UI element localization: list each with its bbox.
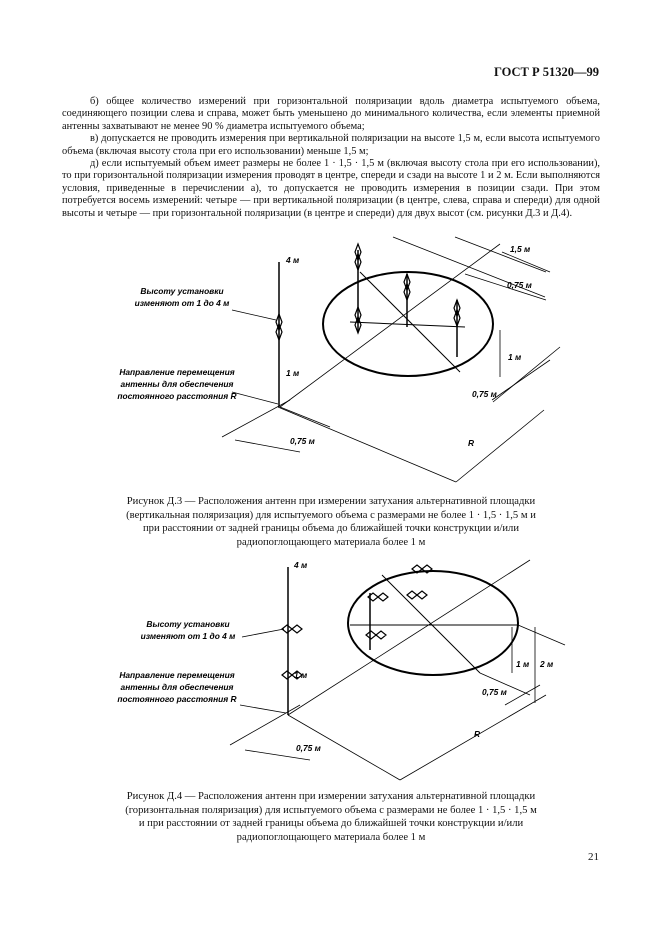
body-text (62, 96, 600, 220)
dim-line (465, 274, 546, 300)
direction-note-line2: антенны для обеспечения (120, 682, 234, 692)
figure-d4-drawing (60, 555, 605, 790)
dim-line (222, 400, 290, 437)
axis-line (280, 244, 500, 407)
paragraph-d: д) если испытуемый объем имеет размеры не более 1 · 1,5 · 1,5 м (включая высоту стола при его использовании), то при горизонтальной поляризации измерения проводят в центре, спереди и сзади на высоте 1 и 2 м. Если выполняются условия, приведенные в перечислении а), то допускается не проводить измерения в позиции сзади. При этом потребуется восемь измерений: четыре — при вертикальной поляризации (в центре, слева, справа и спереди) для одной высоты и четыре — при горизонтальной поляризации (в центре и спереди) для двух высот (см. рисунки Д.3 и Д.4). (62, 158, 600, 219)
caption-line: и при расстоянии от задней границы объема до ближайшей точки конструкции и/или (138, 818, 524, 830)
direction-note-line2: антенны для обеспечения (120, 379, 234, 389)
axis-line (493, 347, 560, 402)
label-1m: 1 м (294, 670, 308, 680)
caption-line: Рисунок Д.3 — Расположения антенн при измерении затухания альтернативной площадки (126, 496, 536, 507)
caption-line: (вертикальная поляризация) для испытуемого объема с размерами не более 1 · 1,5 · 1,5 м и (126, 509, 536, 521)
dim-line (492, 360, 550, 400)
antenna-element (368, 593, 388, 601)
label-0-75m-bottom: 0,75 м (296, 743, 321, 753)
height-note-line1: Высоту установки (146, 619, 230, 629)
label-2m-vertical: 2 м (540, 659, 554, 669)
leader-line (240, 705, 286, 713)
leader-line (232, 392, 278, 404)
cross-line (382, 575, 480, 673)
dim-line (502, 252, 550, 272)
caption-line: радиопоглощающего материала более 1 м (236, 831, 426, 843)
label-4m: 4 м (294, 560, 308, 570)
figure-d4-caption (62, 790, 600, 844)
label-r: R (474, 729, 481, 739)
label-r: R (468, 438, 475, 448)
axis-line (400, 695, 546, 780)
height-note-line2: изменяют от 1 до 4 м (140, 631, 236, 641)
figure-d4 (60, 555, 605, 790)
label-1m-vertical: 1 м (516, 659, 530, 669)
label-0-75m-bottom: 0,75 м (290, 436, 315, 446)
antenna-element (366, 631, 386, 639)
label-1-5m: 1,5 м (510, 244, 531, 254)
paragraph-b: б) общее количество измерений при горизонтальной поляризации вдоль диаметра испытуемого объема, соединяющего позиции слева и справа, может быть уменьшено до минимального количества, если элементы приемной антенны захватывают не менее 90 % диаметра испытуемого объема; (62, 96, 600, 132)
dim-line (230, 705, 300, 745)
label-4m: 4 м (286, 255, 300, 265)
caption-line: радиопоглощающего материала более 1 м (236, 536, 426, 548)
direction-note-line3: постоянного расстояния R (117, 391, 237, 401)
label-0-75m-mid: 0,75 м (472, 389, 497, 399)
label-0-75m-mid: 0,75 м (482, 687, 507, 697)
label-0-75m-top: 0,75 м (507, 280, 532, 290)
paragraph-v: в) допускается не проводить измерения при вертикальной поляризации на высоте 1,5 м, если высота испытуемого объема (включая высоту стола при его использовании) меньше 1,5 м; (62, 133, 600, 157)
figure-d3 (60, 232, 605, 492)
caption-line: Рисунок Д.4 — Расположения антенн при измерении затухания альтернативной площадки (126, 791, 536, 802)
direction-note-line3: постоянного расстояния R (117, 694, 237, 704)
height-note-line2: изменяют от 1 до 4 м (134, 298, 230, 308)
caption-line: при расстоянии от задней границы объема до ближайшей точки конструкции и/или (142, 523, 520, 535)
figure-d3-caption (62, 495, 600, 549)
antenna-element (282, 625, 302, 633)
cross-line (360, 272, 460, 372)
label-1m-vertical: 1 м (508, 352, 522, 362)
caption-line: (горизонтальная поляризация) для испытуемого объема с размерами не более 1 · 1,5 · 1,5 м (125, 804, 537, 816)
document-header: ГОСТ Р 51320—99 (493, 65, 599, 79)
direction-note-line1: Направление перемещения (119, 367, 235, 377)
dim-line (518, 625, 565, 645)
antenna-element (407, 591, 427, 599)
dim-line (280, 407, 330, 427)
figure-d3-drawing (60, 232, 605, 492)
height-note-line1: Высоту установки (140, 286, 224, 296)
direction-note-line1: Направление перемещения (119, 670, 235, 680)
page-number: 21 (588, 851, 599, 863)
leader-line (232, 310, 276, 320)
label-1m: 1 м (286, 368, 300, 378)
leader-line (242, 629, 284, 637)
test-volume-ellipse (348, 571, 518, 675)
